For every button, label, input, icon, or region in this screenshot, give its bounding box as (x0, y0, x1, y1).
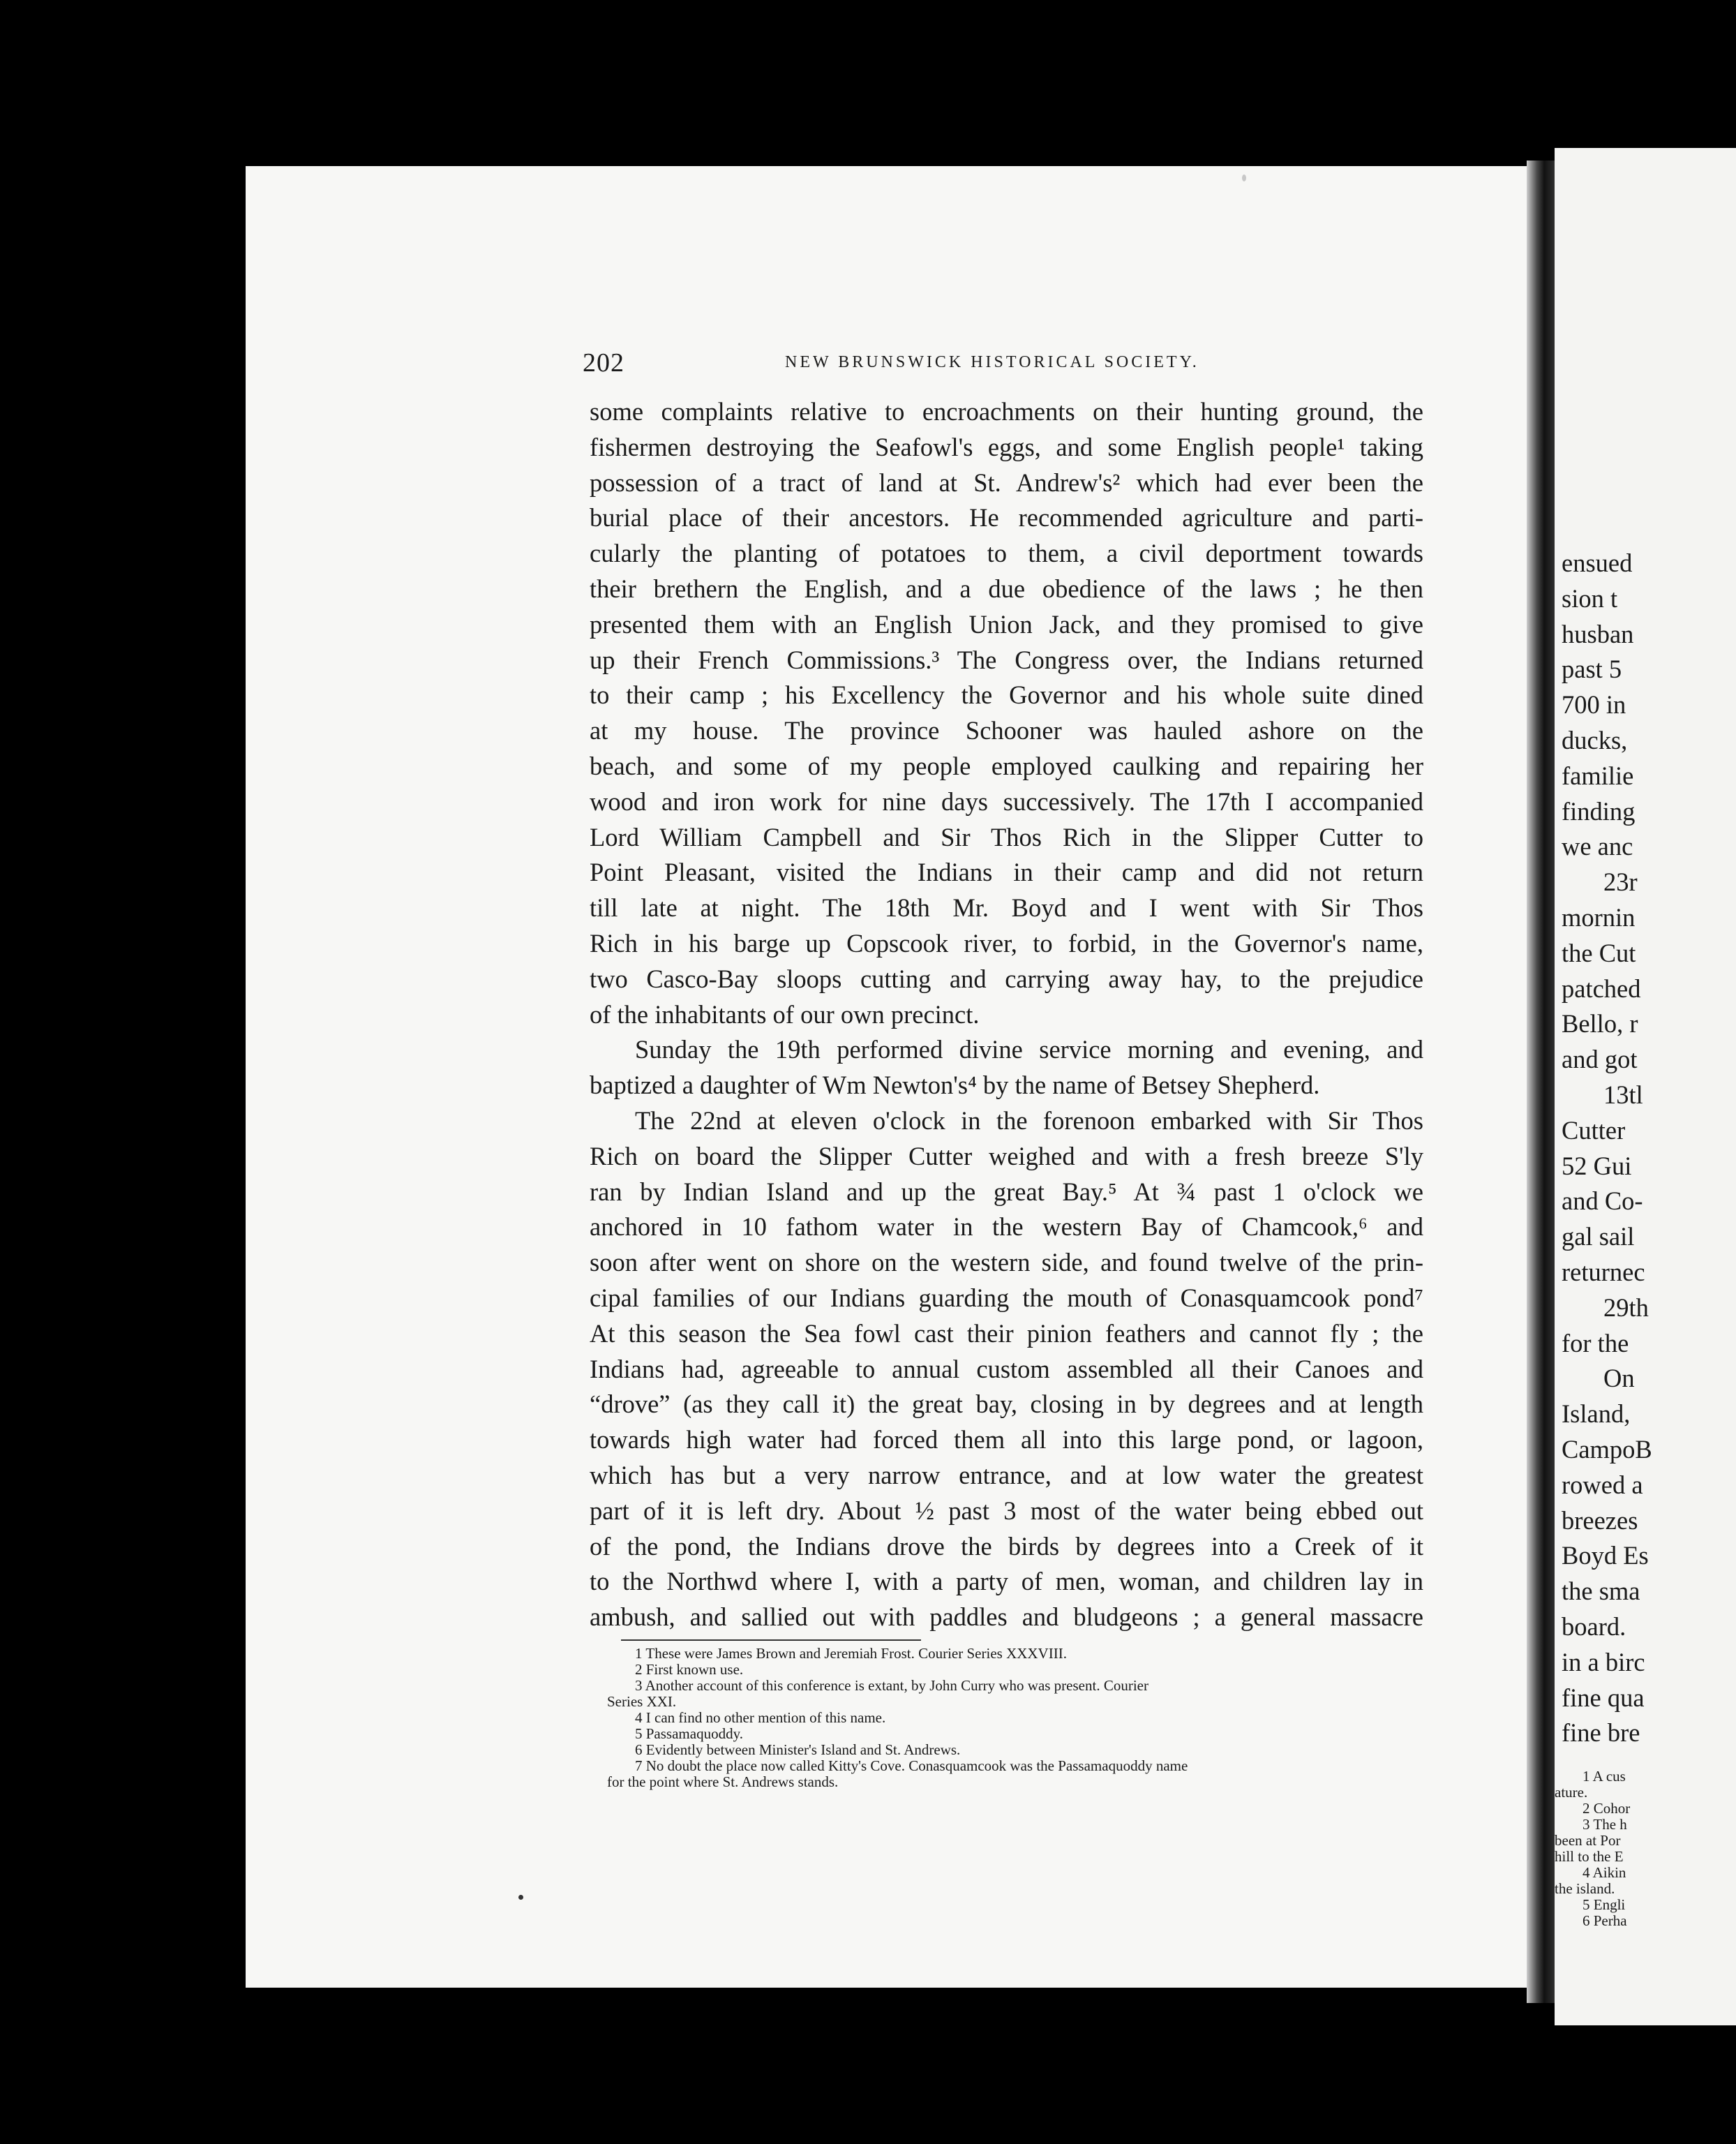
text-line: of the pond, the Indians drove the birds by degrees into a Creek of it (590, 1531, 1423, 1561)
text-line: possession of a tract of land at St. Andrew's² which had ever been the (590, 468, 1423, 497)
text-line: up their French Commissions.³ The Congress over, the Indians returned (590, 645, 1423, 674)
text-line: Lord William Campbell and Sir Thos Rich in the Slipper Cutter to (590, 822, 1423, 851)
text-line: Indians had, agreeable to annual custom assembled all their Canoes and (590, 1354, 1423, 1383)
right-text-line: for the (1562, 1328, 1629, 1357)
footnote: 2 First known use. (635, 1661, 744, 1678)
text-line: two Casco-Bay sloops cutting and carrying away hay, to the prejudice (590, 964, 1423, 993)
page-number: 202 (583, 348, 624, 378)
text-line: till late at night. The 18th Mr. Boyd and I went with Sir Thos (590, 893, 1423, 923)
book-gutter (1527, 161, 1556, 2003)
right-footnote: 5 Engli (1582, 1896, 1626, 1913)
page-header (583, 348, 1423, 378)
right-text-line: 29th (1603, 1293, 1649, 1322)
right-text-line: Island, (1562, 1399, 1631, 1429)
right-text-line: husban (1562, 619, 1634, 648)
right-text-line: Cutter (1562, 1115, 1626, 1145)
text-line: to the Northwd where I, with a party of men, woman, and children lay in (590, 1567, 1423, 1596)
scan-speck (1242, 174, 1246, 181)
text-line: their brethern the English, and a due obedience of the laws ; he then (590, 574, 1423, 603)
footnote: 5 Passamaquoddy. (635, 1725, 743, 1742)
text-line: baptized a daughter of Wm Newton's⁴ by the name of Betsey Shepherd. (590, 1071, 1320, 1100)
right-text-line: past 5 (1562, 655, 1622, 684)
right-page-text (1562, 546, 1652, 1751)
text-line: The 22nd at eleven o'clock in the forenoon embarked with Sir Thos (635, 1106, 1423, 1135)
right-text-line: finding (1562, 796, 1636, 826)
right-text-line: gal sail (1562, 1222, 1635, 1251)
text-line: ran by Indian Island and up the great Bay.⁵ At ¾ past 1 o'clock we (590, 1177, 1423, 1206)
right-text-line: board. (1562, 1611, 1626, 1641)
right-text-line: in a birc (1562, 1647, 1645, 1676)
right-footnote: 6 Perha (1582, 1912, 1627, 1929)
right-footnote: the island. (1555, 1880, 1615, 1897)
right-text-line: fine bre (1562, 1718, 1640, 1748)
right-text-line: Bello, r (1562, 1009, 1638, 1038)
running-title: NEW BRUNSWICK HISTORICAL SOCIETY. (785, 353, 1199, 371)
right-footnote: 4 Aikin (1582, 1864, 1626, 1881)
text-line: some complaints relative to encroachments on their hunting ground, the (590, 397, 1423, 426)
right-text-line: mornin (1562, 902, 1636, 932)
text-line: which has but a very narrow entrance, and at low water the greatest (590, 1460, 1423, 1489)
right-footnote: 3 The h (1582, 1816, 1627, 1833)
text-line: cularly the planting of potatoes to them, a civil deportment towards (590, 539, 1423, 568)
right-text-line: rowed a (1562, 1470, 1643, 1499)
text-line: at my house. The province Schooner was hauled ashore on the (590, 716, 1423, 745)
right-text-line: patched (1562, 974, 1641, 1003)
footnotes (607, 1646, 1423, 1790)
right-text-line: fine qua (1562, 1683, 1645, 1712)
right-text-line: On (1603, 1364, 1635, 1393)
scan-speck (518, 1895, 523, 1900)
text-line: of the inhabitants of our own precinct. (590, 999, 980, 1029)
text-line: At this season the Sea fowl cast their pinion feathers and cannot fly ; the (590, 1318, 1423, 1348)
text-line: “drove” (as they call it) the great bay, closing in by degrees and at length (590, 1390, 1423, 1419)
right-text-line: Boyd Es (1562, 1541, 1649, 1570)
right-footnote: 1 A cus (1582, 1768, 1626, 1785)
footnote: 7 No doubt the place now called Kitty's Cove. Conasquamcook was the Passamaquoddy name (635, 1757, 1188, 1774)
text-line: presented them with an English Union Jack, and they promised to give (590, 609, 1423, 639)
text-line: Rich in his barge up Copscook river, to forbid, in the Governor's name, (590, 928, 1423, 958)
footnote: 1 These were James Brown and Jeremiah Frost. Courier Series XXXVIII. (635, 1645, 1067, 1662)
footnote-rule (621, 1639, 921, 1641)
text-line: soon after went on shore on the western side, and found twelve of the prin- (590, 1248, 1423, 1277)
right-footnote: ature. (1555, 1784, 1588, 1801)
footnote: for the point where St. Andrews stands. (607, 1773, 839, 1790)
text-line: towards high water had forced them all into this large pond, or lagoon, (590, 1425, 1423, 1454)
right-text-line: 13tl (1603, 1080, 1643, 1109)
right-page (1555, 148, 1736, 2025)
right-text-line: familie (1562, 761, 1634, 790)
text-line: part of it is left dry. About ½ past 3 most of the water being ebbed out (590, 1496, 1423, 1525)
text-line: anchored in 10 fathom water in the western Bay of Chamcook,⁶ and (590, 1212, 1423, 1242)
right-text-line: we anc (1562, 832, 1633, 861)
text-line: Point Pleasant, visited the Indians in their camp and did not return (590, 858, 1423, 887)
text-line: beach, and some of my people employed caulking and repairing her (590, 751, 1423, 780)
right-page-footnotes (1555, 1769, 1630, 1929)
text-line: to their camp ; his Excellency the Governor and his whole suite dined (590, 680, 1423, 710)
right-footnote: hill to the E (1555, 1848, 1624, 1865)
right-text-line: sion t (1562, 583, 1618, 613)
footnote: 4 I can find no other mention of this name. (635, 1709, 886, 1726)
right-text-line: 700 in (1562, 690, 1626, 720)
right-text-line: and got (1562, 1045, 1638, 1074)
right-text-line: 52 Gui (1562, 1151, 1632, 1180)
text-line: ambush, and sallied out with paddles and bludgeons ; a general massacre (590, 1602, 1423, 1632)
footnote: 6 Evidently between Minister's Island and St. Andrews. (635, 1741, 961, 1758)
text-line: burial place of their ancestors. He recommended agriculture and parti- (590, 503, 1423, 533)
right-footnote: been at Por (1555, 1832, 1621, 1849)
right-text-line: the sma (1562, 1577, 1640, 1606)
right-text-line: 23r (1603, 868, 1638, 897)
right-text-line: and Co- (1562, 1186, 1643, 1216)
text-line: Rich on board the Slipper Cutter weighed and with a fresh breeze S'ly (590, 1141, 1423, 1170)
right-text-line: ensued (1562, 549, 1633, 577)
footnote: Series XXI. (607, 1693, 677, 1710)
right-text-line: the Cut (1562, 938, 1636, 967)
text-line: wood and iron work for nine days successively. The 17th I accompanied (590, 787, 1423, 816)
right-text-line: ducks, (1562, 725, 1628, 754)
right-text-line: breezes (1562, 1505, 1638, 1535)
body-text (590, 394, 1423, 1635)
text-line: fishermen destroying the Seafowl's eggs, and some English people¹ taking (590, 432, 1423, 461)
right-text-line: CampoB (1562, 1434, 1652, 1464)
footnote: 3 Another account of this conference is extant, by John Curry who was present. Courier (635, 1677, 1148, 1694)
text-line: Sunday the 19th performed divine service morning and evening, and (635, 1035, 1423, 1064)
right-text-line: returnec (1562, 1257, 1645, 1286)
text-line: cipal families of our Indians guarding the mouth of Conasquamcook pond⁷ (590, 1283, 1423, 1312)
right-footnote: 2 Cohor (1582, 1800, 1631, 1817)
